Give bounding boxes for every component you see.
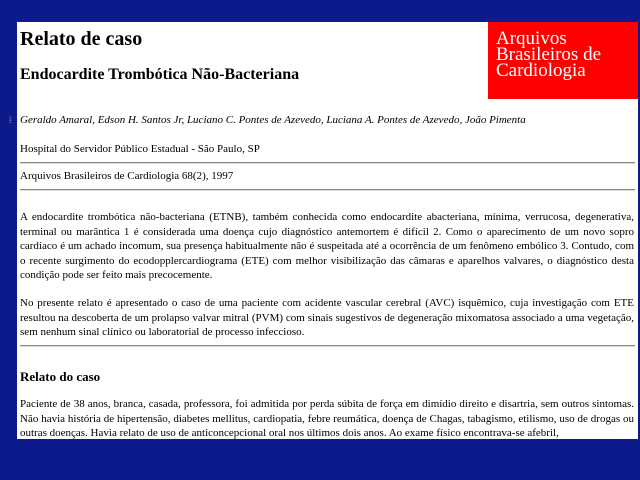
body-paragraph: No presente relato é apresentado o caso de uma paciente com acidente vascular cerebral (AVC) isquêmico, cuja investigação com ETE resultou na descoberta de um prolapso valvar mitral (PVM) com sinais sugestivos de degeneração mixomatosa associado a uma vegetação, sem nenhum sinal clínico ou laboratorial de processo infeccioso. bbox=[20, 297, 634, 338]
divider bbox=[20, 162, 635, 164]
divider bbox=[20, 189, 635, 191]
page-title: Relato de caso bbox=[20, 28, 143, 50]
author-list: Geraldo Amaral, Edson H. Santos Jr, Luciano C. Pontes de Azevedo, Luciana A. Pontes de Azevedo, João Pimenta bbox=[20, 114, 526, 126]
divider bbox=[20, 345, 635, 347]
article-subtitle: Endocardite Trombótica Não-Bacteriana bbox=[20, 66, 300, 83]
section-heading: Relato do caso bbox=[20, 369, 101, 384]
affiliation: Hospital do Servidor Público Estadual - São Paulo, SP bbox=[20, 143, 260, 155]
body-paragraph: Paciente de 38 anos, branca, casada, professora, foi admitida por perda súbita de força em dimídio direito e disartria, sem outros sintomas. Não havia história de hipertensão, diabetes mellitus, cardiopatia, febre reumática, doença de Chagas, tabagismo, etilismo, uso de drogas ou outras doenças. Havia relato de uso de anticoncepcional oral nos últimos dois anos. Ao exame físico encontrava-se afebril, bbox=[20, 398, 634, 439]
bookmark-marker: ⁞ bbox=[9, 116, 12, 126]
document-page bbox=[17, 22, 638, 439]
body-paragraph: A endocardite trombótica não-bacteriana (ETNB), também conhecida como endocardite abacteriana, mínima, verrucosa, degenerativa, terminal ou marântica 1 é considerada uma doença cujo diagnóstico antemortem é difícil 2. Como o aparecimento de um novo sopro cardíaco é um achado incomum, sua presença habitualmente não é suspeitada até a ocorrência de um fenômeno embólico 3. Contudo, com o recente surgimento do ecodopplercardiograma (ETE) com melhor visibilização das câmaras e aparelhos valvares, o diagnóstico desta condição pode ser feito mais precocemente. bbox=[20, 211, 634, 281]
journal-citation: Arquivos Brasileiros de Cardiologia 68(2), 1997 bbox=[20, 170, 234, 182]
logo-line-2: Brasileiros de bbox=[496, 44, 602, 65]
journal-logo bbox=[488, 22, 638, 99]
logo-line-3: Cardiologia bbox=[496, 60, 586, 81]
logo-line-1: Arquivos bbox=[496, 28, 567, 49]
